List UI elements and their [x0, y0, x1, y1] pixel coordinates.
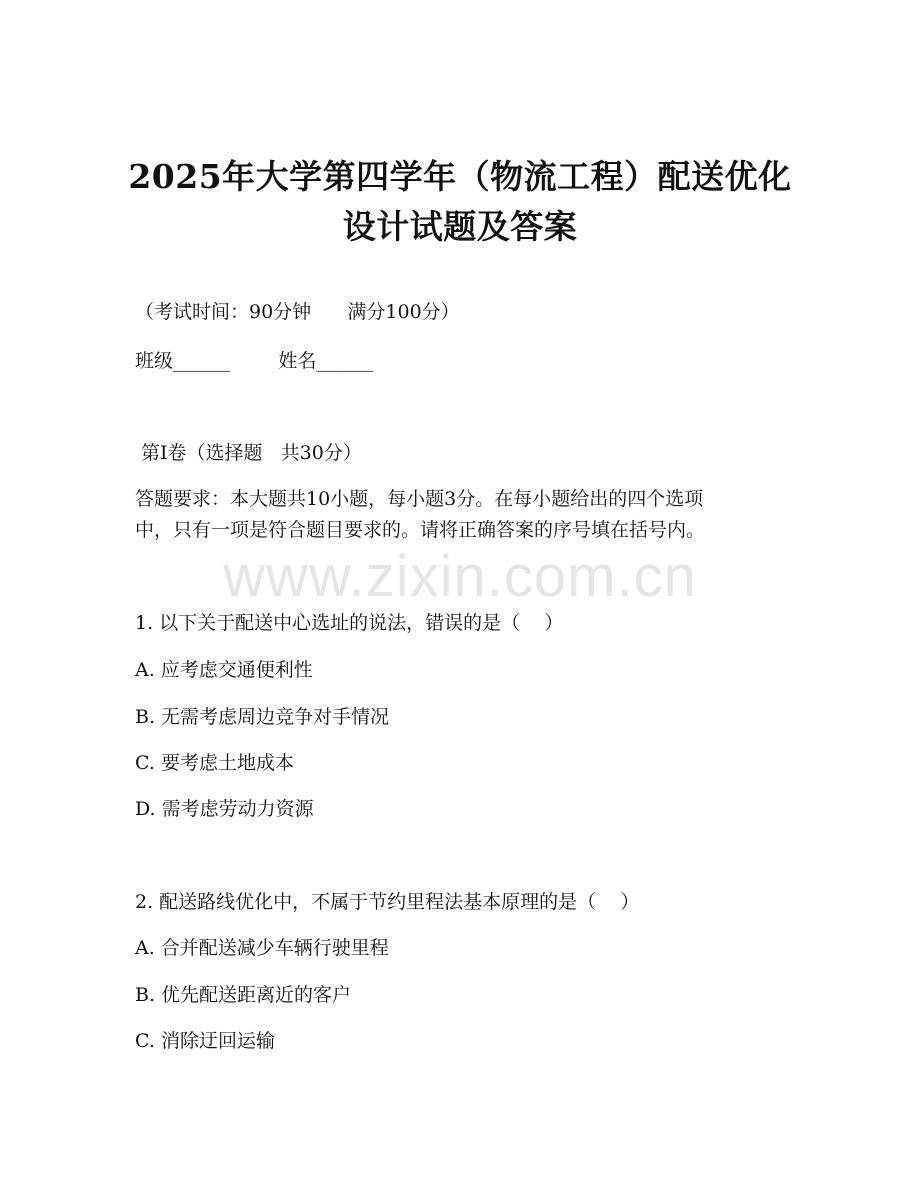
- question-1-option-d: D. 需考虑劳动力资源: [135, 798, 314, 820]
- student-fields: 班级______ 姓名______: [135, 350, 374, 372]
- question-2-option-a: A. 合并配送减少车辆行驶里程: [135, 937, 389, 959]
- question-1-stem: 1. 以下关于配送中心选址的说法，错误的是（ ）: [135, 612, 564, 634]
- section-heading: 第I卷（选择题 共30分）: [135, 442, 362, 464]
- question-1-option-b: B. 无需考虑周边竞争对手情况: [135, 706, 390, 728]
- question-2-stem: 2. 配送路线优化中，不属于节约里程法基本原理的是（ ）: [135, 891, 640, 913]
- question-1-option-a: A. 应考虑交通便利性: [135, 659, 313, 681]
- document-title-line-2: 设计试题及答案: [342, 207, 578, 246]
- question-2-option-b: B. 优先配送距离近的客户: [135, 984, 352, 1006]
- section-instruction-line-1: 答题要求：本大题共10小题，每小题3分。在每小题给出的四个选项: [135, 488, 704, 510]
- document-title-line-1: 2025年大学第四学年（物流工程）配送优化: [128, 157, 792, 196]
- question-2-option-c: C. 消除迂回运输: [135, 1030, 275, 1052]
- exam-info: （考试时间：90分钟 满分100分）: [135, 301, 460, 323]
- section-instruction-line-2: 中，只有一项是符合题目要求的。请将正确答案的序号填在括号内。: [135, 519, 706, 541]
- question-1-option-c: C. 要考虑土地成本: [135, 752, 294, 774]
- watermark: www.zixin.com.cn: [223, 544, 697, 609]
